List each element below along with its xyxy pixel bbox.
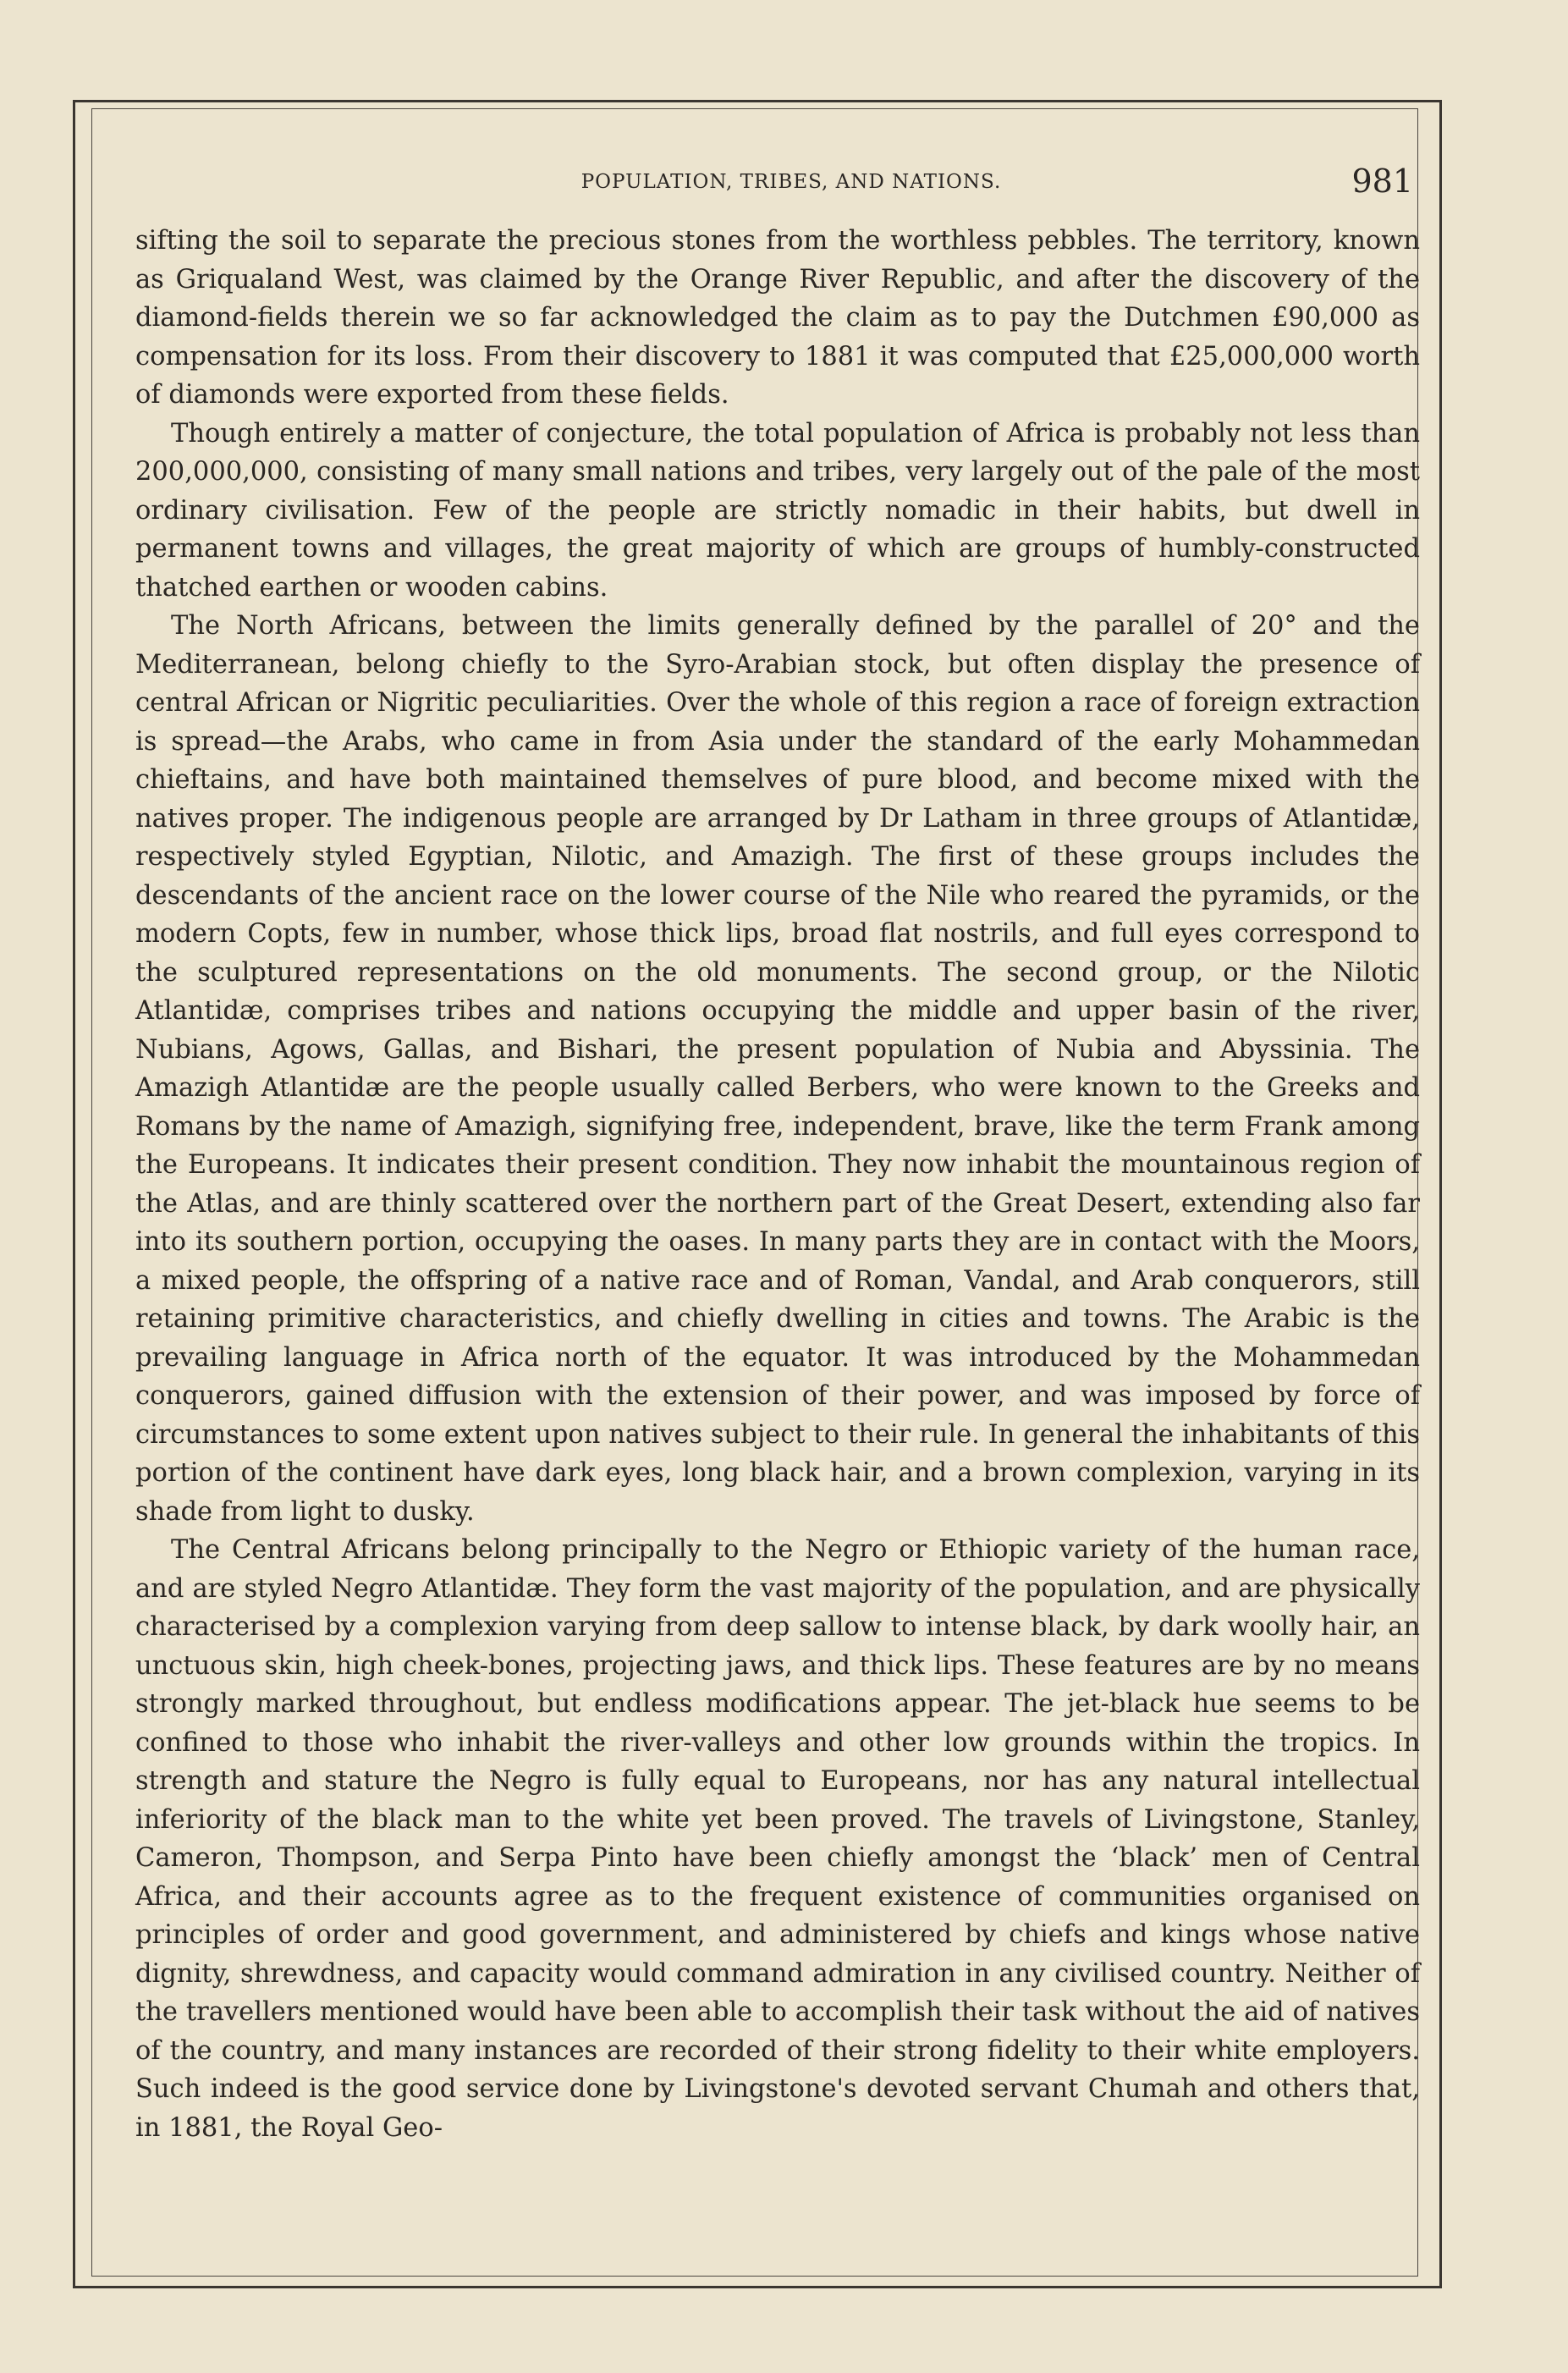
paragraph-north-africans: The North Africans, between the limits generally defined by the parallel of 20° and the Mediterranean, belong chiefly to the Syro-Arabian stock, but often display the presence of central African or Nigritic peculiarities. Over the whole of this region a race of foreign extraction is spread—the Arabs, who came in from Asia under the standard of the early Mohammedan chieftains, and have both maintained themselves of pure blood, and become mixed with the natives proper. The indigenous people are arranged by Dr Latham in three groups of Atlantidæ, respectively styled Egyptian, Nilotic, and Amazigh. The first of these groups includes the descendants of the ancient race on the lower course of the Nile who reared the pyramids, or the modern Copts, few in number, whose thick lips, broad flat nostrils, and full eyes correspond to the sculptured representations on the old monuments. The second group, or the Nilotic Atlantidæ, comprises tribes and nations occupying the middle and upper basin of the river, Nubians, Agows, Gallas, and Bishari, the present population of Nubia and Abyssinia. The Amazigh Atlantidæ are the people usually called Berbers, who were known to the Greeks and Romans by the name of Amazigh, signifying free, independent, brave, like the term Frank among the Europeans. It indicates their present condition. They now inhabit the mountainous region of the Atlas, and are thinly scattered over the northern part of the Great Desert, extending also far into its southern portion, occupying the oases. In many parts they are in contact with the Moors, a mixed people, the offspring of a native race and of Roman, Vandal, and Arab conquerors, still retaining primitive characteristics, and chiefly dwelling in cities and towns. The Arabic is the prevailing language in Africa north of the equator. It was introduced by the Mohammedan conquerors, gained diffusion with the extension of their power, and was imposed by force of circumstances to some extent upon natives subject to their rule. In general the inhabitants of this portion of the continent have dark eyes, long black hair, and a brown complexion, varying in its shade from light to dusky. <box>135 611 1420 1527</box>
paragraph-central-africans: The Central Africans belong principally to the Negro or Ethiopic variety of the human race, and are styled Negro Atlantidæ. They form the vast majority of the population, and are physically characterised by a complexion varying from deep sallow to intense black, by dark woolly hair, an unctuous skin, high cheek-bones, projecting jaws, and thick lips. These features are by no means strongly marked throughout, but endless modifications appear. The jet-black hue seems to be confined to those who inhabit the river-valleys and other low grounds within the tropics. In strength and stature the Negro is fully equal to Europeans, nor has any natural intellectual inferiority of the black man to the white yet been proved. The travels of Livingstone, Stanley, Cameron, Thompson, and Serpa Pinto have been chiefly amongst the ‘black’ men of Central Africa, and their accounts agree as to the frequent existence of communities organised on principles of order and good government, and administered by chiefs and kings whose native dignity, shrewdness, and capacity would command admiration in any civilised country. Neither of the travellers mentioned would have been able to accomplish their task without the aid of natives of the country, and many instances are recorded of their strong fidelity to their white employers. Such indeed is the good service done by Livingstone's devoted servant Chumah and others that, in 1881, the Royal Geo- <box>135 1535 1420 2143</box>
paragraph-population: Though entirely a matter of conjecture, the total population of Africa is probably not less than 200,000,000, consisting of many small nations and tribes, very largely out of the pale of the most ordinary civilisation. Few of the people are strictly nomadic in their habits, but dwell in permanent towns and villages, the great majority of which are groups of humbly-constructed thatched earthen or wooden cabins. <box>135 418 1420 603</box>
paragraph-diamond-fields: sifting the soil to separate the precious stones from the worthless pebbles. The territory, known as Griqualand West, was claimed by the Orange River Republic, and after the discovery of the diamond-fields therein we so far acknowledged the claim as to pay the Dutchmen £90,000 as compensation for its loss. From their discovery to 1881 it was computed that £25,000,000 worth of diamonds were exported from these fields. <box>135 226 1420 410</box>
page-number: 981 <box>1351 162 1413 200</box>
running-head: POPULATION, TRIBES, AND NATIONS. <box>580 171 1002 193</box>
body-text <box>135 222 1420 2147</box>
page-header <box>169 162 1413 205</box>
